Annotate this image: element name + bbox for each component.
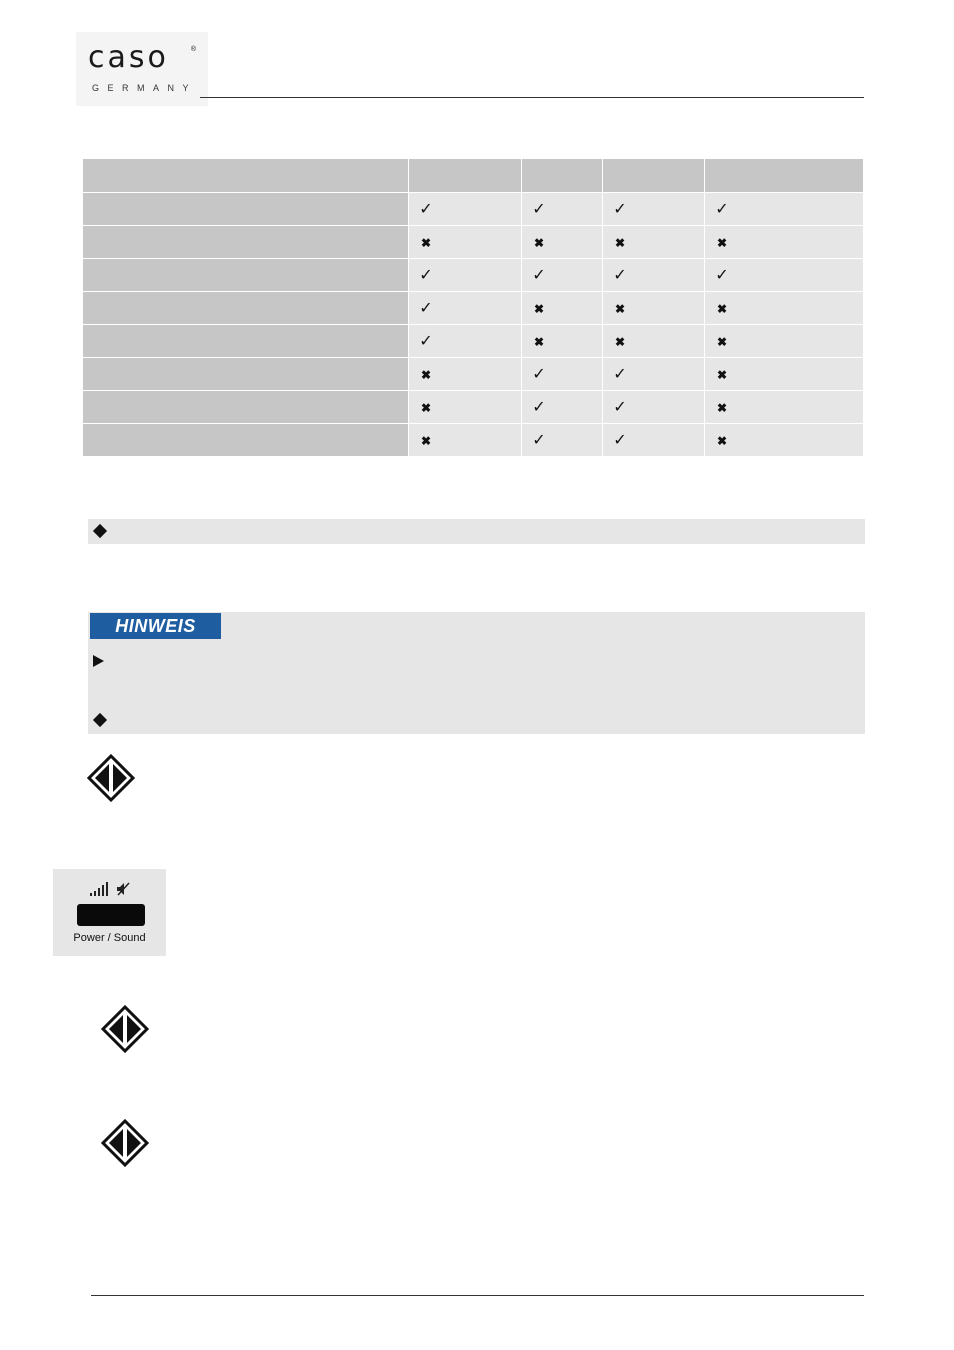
table-cell <box>603 193 705 226</box>
cross-icon: ✖ <box>716 367 728 382</box>
logo-subtitle: GERMANY <box>92 83 198 93</box>
table-cell <box>522 259 603 292</box>
table-header-row <box>83 159 864 193</box>
cross-icon: ✖ <box>533 334 545 349</box>
cross-icon: ✖ <box>716 301 728 316</box>
comparison-table <box>82 158 864 457</box>
table-cell <box>705 358 864 391</box>
diamond-reference-icon <box>87 754 135 802</box>
row-label <box>83 292 409 325</box>
diamond-reference-icon <box>101 1119 149 1167</box>
check-icon: ✓ <box>715 201 729 218</box>
cross-icon: ✖ <box>716 334 728 349</box>
cross-icon: ✖ <box>533 235 545 250</box>
power-sound-label: Power / Sound <box>73 932 146 944</box>
cross-icon: ✖ <box>614 334 626 349</box>
table-cell <box>603 292 705 325</box>
table-row <box>83 358 864 391</box>
cross-icon: ✖ <box>614 235 626 250</box>
table-cell <box>603 259 705 292</box>
check-icon: ✓ <box>715 267 729 284</box>
cross-icon: ✖ <box>716 433 728 448</box>
cross-icon: ✖ <box>420 367 432 382</box>
table-cell <box>603 391 705 424</box>
play-arrow-icon <box>93 655 104 667</box>
table-cell <box>409 226 522 259</box>
table-cell <box>705 226 864 259</box>
check-icon: ✓ <box>532 267 546 284</box>
power-sound-button[interactable] <box>77 904 145 926</box>
check-icon: ✓ <box>532 366 546 383</box>
bullet-bar <box>88 519 865 544</box>
table-cell <box>522 193 603 226</box>
table-header-cell <box>409 159 522 193</box>
cross-icon: ✖ <box>420 433 432 448</box>
row-label <box>83 259 409 292</box>
table-row <box>83 292 864 325</box>
table-cell <box>409 358 522 391</box>
table-cell <box>705 424 864 457</box>
cross-icon: ✖ <box>420 400 432 415</box>
table-header-cell <box>705 159 864 193</box>
table-header-cell <box>522 159 603 193</box>
table-cell <box>522 325 603 358</box>
table-row <box>83 325 864 358</box>
row-label <box>83 325 409 358</box>
diamond-bullet-icon <box>93 713 107 727</box>
check-icon: ✓ <box>532 399 546 416</box>
cross-icon: ✖ <box>614 301 626 316</box>
table-cell <box>705 259 864 292</box>
cross-icon: ✖ <box>716 400 728 415</box>
table-row <box>83 424 864 457</box>
table-row <box>83 259 864 292</box>
check-icon: ✓ <box>419 201 433 218</box>
notice-box <box>88 612 865 734</box>
check-icon: ✓ <box>419 267 433 284</box>
power-sound-panel <box>53 869 166 956</box>
table-cell <box>409 325 522 358</box>
footer-rule <box>91 1295 864 1296</box>
power-level-icon <box>90 882 108 896</box>
table-header-cell <box>603 159 705 193</box>
check-icon: ✓ <box>532 201 546 218</box>
table-cell <box>705 292 864 325</box>
table-cell <box>603 325 705 358</box>
row-label <box>83 391 409 424</box>
diamond-bullet-icon <box>93 524 107 538</box>
check-icon: ✓ <box>419 333 433 350</box>
table-row <box>83 226 864 259</box>
table-header-cell <box>83 159 409 193</box>
logo-wordmark: caso <box>88 40 169 75</box>
header-rule <box>200 97 864 98</box>
check-icon: ✓ <box>613 432 627 449</box>
row-label <box>83 358 409 391</box>
table-cell <box>522 424 603 457</box>
diamond-reference-icon <box>101 1005 149 1053</box>
notice-title: HINWEIS <box>90 613 221 639</box>
table-cell <box>603 424 705 457</box>
table-cell <box>522 358 603 391</box>
cross-icon: ✖ <box>533 301 545 316</box>
mute-icon <box>116 882 130 896</box>
table-cell <box>603 226 705 259</box>
table-cell <box>409 424 522 457</box>
brand-logo <box>76 32 208 106</box>
table-cell <box>522 292 603 325</box>
row-label <box>83 193 409 226</box>
table-cell <box>705 193 864 226</box>
table-cell <box>409 193 522 226</box>
table-cell <box>522 391 603 424</box>
cross-icon: ✖ <box>420 235 432 250</box>
row-label <box>83 226 409 259</box>
table-row <box>83 193 864 226</box>
table-cell <box>705 391 864 424</box>
table-cell <box>409 292 522 325</box>
table-cell <box>705 325 864 358</box>
check-icon: ✓ <box>419 300 433 317</box>
table-cell <box>409 391 522 424</box>
logo-registered-mark: ® <box>190 46 196 53</box>
check-icon: ✓ <box>532 432 546 449</box>
table-cell <box>522 226 603 259</box>
check-icon: ✓ <box>613 201 627 218</box>
row-label <box>83 424 409 457</box>
table-cell <box>409 259 522 292</box>
check-icon: ✓ <box>613 399 627 416</box>
table-row <box>83 391 864 424</box>
check-icon: ✓ <box>613 267 627 284</box>
table-cell <box>603 358 705 391</box>
check-icon: ✓ <box>613 366 627 383</box>
cross-icon: ✖ <box>716 235 728 250</box>
